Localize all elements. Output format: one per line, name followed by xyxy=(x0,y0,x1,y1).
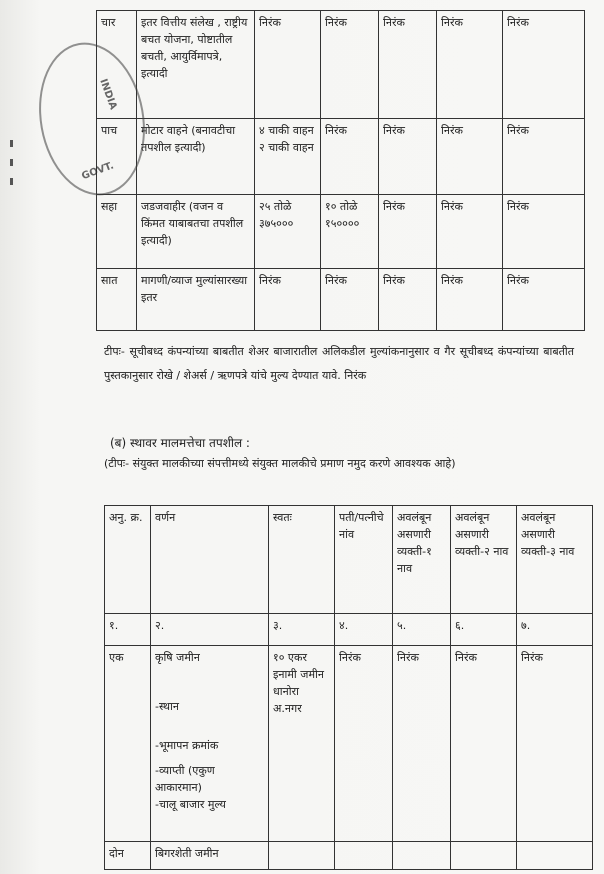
cell-self: निरंक xyxy=(255,11,321,119)
cell-dependent-1: निरंक xyxy=(379,195,437,269)
cell-self: निरंक xyxy=(255,269,321,331)
table-row xyxy=(97,269,585,331)
row-number: सहा xyxy=(97,195,137,269)
table-row xyxy=(105,842,593,870)
header-spouse: पती/पत्नीचे नांव xyxy=(335,506,393,614)
row-number: सात xyxy=(97,269,137,331)
seal-text-govt: GOVT. xyxy=(80,160,116,183)
row-sub-market-value: -चालू बाजार मुल्य xyxy=(155,798,226,811)
movable-assets-table xyxy=(96,10,585,331)
header-dependent-1: अवलंबून असणारी व्यक्ती-१ नाव xyxy=(393,506,451,614)
row-number: पाच xyxy=(97,119,137,195)
row-sub-area: -व्याप्ती (एकुण आकारमान) xyxy=(155,764,215,794)
cell-dependent-2: निरंक xyxy=(451,646,517,842)
column-number: ५. xyxy=(393,614,451,646)
cell-dependent-2: निरंक xyxy=(437,269,503,331)
header-dependent-2: अवलंबून असणारी व्यक्ती-२ नाव xyxy=(451,506,517,614)
column-number: ४. xyxy=(335,614,393,646)
table-row xyxy=(97,11,585,119)
cell-spouse: निरंक xyxy=(321,269,379,331)
cell-dependent-2: निरंक xyxy=(437,119,503,195)
header-dependent-3: अवलंबून असणारी व्यक्ती-३ नाव xyxy=(517,506,593,614)
column-number: ३. xyxy=(269,614,335,646)
section-b-title: (ब) स्थावर मालमत्तेचा तपशील : xyxy=(110,436,250,450)
row-sub-survey-number: -भूमापन क्रमांक xyxy=(155,739,219,752)
note-tip: टीपः- सूचीबध्द कंपन्यांच्या बाबतीत शेअर बाजारातील अलिकडील मुल्यांकनानुसार व गैर सूचीबध्द कंपन्यांच्या बाबतीत पुस्तकानुसार रोखे / शेअर्स / ऋणपत्रे यांचे मुल्य देण्यात यावे. निरंक xyxy=(104,345,574,382)
row-sub-location: -स्थान xyxy=(155,700,180,713)
cell-dependent-1: निरंक xyxy=(379,269,437,331)
header-serial: अनु. क्र. xyxy=(105,506,151,614)
column-number: ६. xyxy=(451,614,517,646)
cell-dependent-2: निरंक xyxy=(437,195,503,269)
cell-dependent-3: निरंक xyxy=(503,269,585,331)
table-row xyxy=(97,195,585,269)
row-description: मोटार वाहने (बनावटीचा तपशील इत्यादी) xyxy=(137,119,255,195)
header-description: वर्णन xyxy=(151,506,269,614)
row-title: कृषि जमीन xyxy=(155,651,200,664)
cell-dependent-3: निरंक xyxy=(503,11,585,119)
section-b-note: (टीपः- संयुक्त मालकीच्या संपत्तीमध्ये संयुक्त मालकीचे प्रमाण नमुद करणे आवश्यक आहे) xyxy=(104,457,456,470)
row-description: इतर वित्तीय संलेख , राष्ट्रीय बचत योजना, पोष्टातील बचती, आयुर्विमापत्रे, इत्यादी xyxy=(137,11,255,119)
row-description xyxy=(151,646,269,842)
table-row xyxy=(105,646,593,842)
row-number: चार xyxy=(97,11,137,119)
cell-dependent-3: निरंक xyxy=(503,195,585,269)
table-row xyxy=(97,119,585,195)
cell-dependent-3: निरंक xyxy=(517,646,593,842)
column-number-row xyxy=(105,614,593,646)
cell-self: १० एकर इनामी जमीन धानोरा अ.नगर xyxy=(269,646,335,842)
row-number: दोन xyxy=(105,842,151,870)
cell-spouse: निरंक xyxy=(335,646,393,842)
binding-marks xyxy=(4,140,18,210)
cell-self: ४ चाकी वाहन २ चाकी वाहन xyxy=(255,119,321,195)
cell-spouse: निरंक xyxy=(321,11,379,119)
column-number: १. xyxy=(105,614,151,646)
cell-dependent-2: निरंक xyxy=(437,11,503,119)
row-number: एक xyxy=(105,646,151,842)
cell-dependent-1: निरंक xyxy=(379,11,437,119)
header-self: स्वतः xyxy=(269,506,335,614)
cell-spouse: १० तोळे १५०००० xyxy=(321,195,379,269)
cell-dependent-3: निरंक xyxy=(503,119,585,195)
cell-dependent-1: निरंक xyxy=(379,119,437,195)
row-description: जडजवाहीर (वजन व किंमत याबाबतचा तपशील इत्यादी) xyxy=(137,195,255,269)
cell-self: २५ तोळे ३७५००० xyxy=(255,195,321,269)
table-header-row xyxy=(105,506,593,614)
row-description: बिगरशेती जमीन xyxy=(151,842,269,870)
column-number: ७. xyxy=(517,614,593,646)
cell-dependent-1: निरंक xyxy=(393,646,451,842)
cell-spouse: निरंक xyxy=(321,119,379,195)
seal-text-india: INDIA xyxy=(97,77,119,112)
column-number: २. xyxy=(151,614,269,646)
immovable-property-table xyxy=(104,505,593,870)
row-description: मागणी/व्याज मुल्यांसारख्या इतर xyxy=(137,269,255,331)
